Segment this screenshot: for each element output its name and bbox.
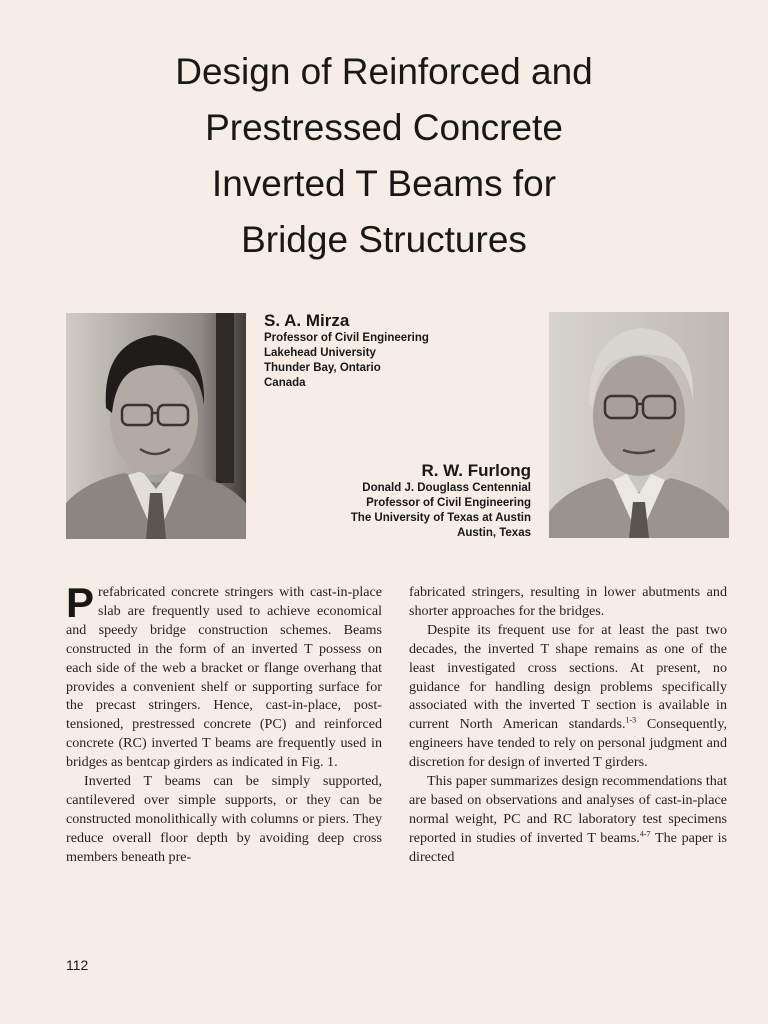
title-line: Bridge Structures	[241, 219, 527, 260]
body-paragraph: fabricated stringers, resulting in lower abutments and shorter approaches for the bridges.	[409, 584, 727, 619]
page-number: 112	[66, 957, 89, 973]
author-name: S. A. Mirza	[264, 311, 350, 330]
paragraph-text: Despite its frequent use for at least the past two decades, the inverted T shape remains as one of the least investigated cross sections. At present, no guidance for handling design problems specifically associated with the inverted T section is available in current North American standards.	[409, 621, 727, 733]
article-title	[60, 44, 708, 268]
body-paragraph: Inverted T beams can be simply supported, cantilevered over simple supports, or they can be constructed monolithically with columns or piers. They reduce overall floor depth by avoiding deep cross members beneath pre-	[66, 773, 382, 865]
author-name: R. W. Furlong	[421, 461, 531, 480]
body-paragraph	[409, 772, 727, 867]
author-affiliation-line: Donald J. Douglass Centennial	[362, 482, 531, 494]
author-affiliation-line: Professor of Civil Engineering	[264, 332, 429, 344]
paragraph-text: The paper is directed	[409, 829, 727, 865]
portrait-image	[549, 312, 729, 538]
body-paragraph	[409, 621, 727, 772]
body-paragraph	[66, 579, 382, 772]
drop-cap: P	[66, 579, 95, 626]
title-line: Design of Reinforced and	[175, 51, 593, 92]
author-block-furlong	[351, 461, 531, 541]
reference-marker: 1-3	[625, 715, 637, 725]
author-photo-mirza	[66, 313, 246, 539]
paragraph-text: refabricated concrete stringers with cast-in-place slab are frequently used to achieve economical and speedy bridge construction schemes. Beams constructed in the form of an inverted T possess on each side of the web a bracket or flange overhang that provides a convenient shelf or supporting surface for the precast stringers. Hence, cast-in-place, post-tensioned, prestressed concrete (PC) and reinforced concrete (RC) inverted T beams are frequently used in bridges as bentcap girders as indicated in Fig. 1.	[66, 584, 382, 771]
author-affiliation-line: Thunder Bay, Ontario	[264, 362, 381, 374]
author-block-mirza	[264, 311, 429, 391]
paragraph-text: Consequently, engineers have tended to rely on personal judgment and discretion for design of inverted T girders.	[409, 716, 727, 771]
author-photo-furlong	[549, 312, 729, 538]
author-affiliation-line: Canada	[264, 377, 306, 389]
paragraph-text: This paper summarizes design recommendations that are based on observations and analyses of cast-in-place normal weight, PC and RC laboratory test specimens reported in studies of inverted T beams.	[409, 773, 727, 846]
title-line: Inverted T Beams for	[211, 163, 557, 204]
author-affiliation-line: The University of Texas at Austin	[350, 512, 531, 524]
author-affiliation-line: Austin, Texas	[457, 527, 531, 539]
portrait-image	[66, 313, 246, 539]
author-affiliation-line: Lakehead University	[264, 347, 376, 359]
author-affiliation-line: Professor of Civil Engineering	[366, 497, 531, 509]
body-column-right	[409, 583, 727, 867]
reference-marker: 4-7	[639, 829, 651, 839]
title-line: Prestressed Concrete	[205, 107, 563, 148]
body-column-left	[66, 579, 382, 867]
